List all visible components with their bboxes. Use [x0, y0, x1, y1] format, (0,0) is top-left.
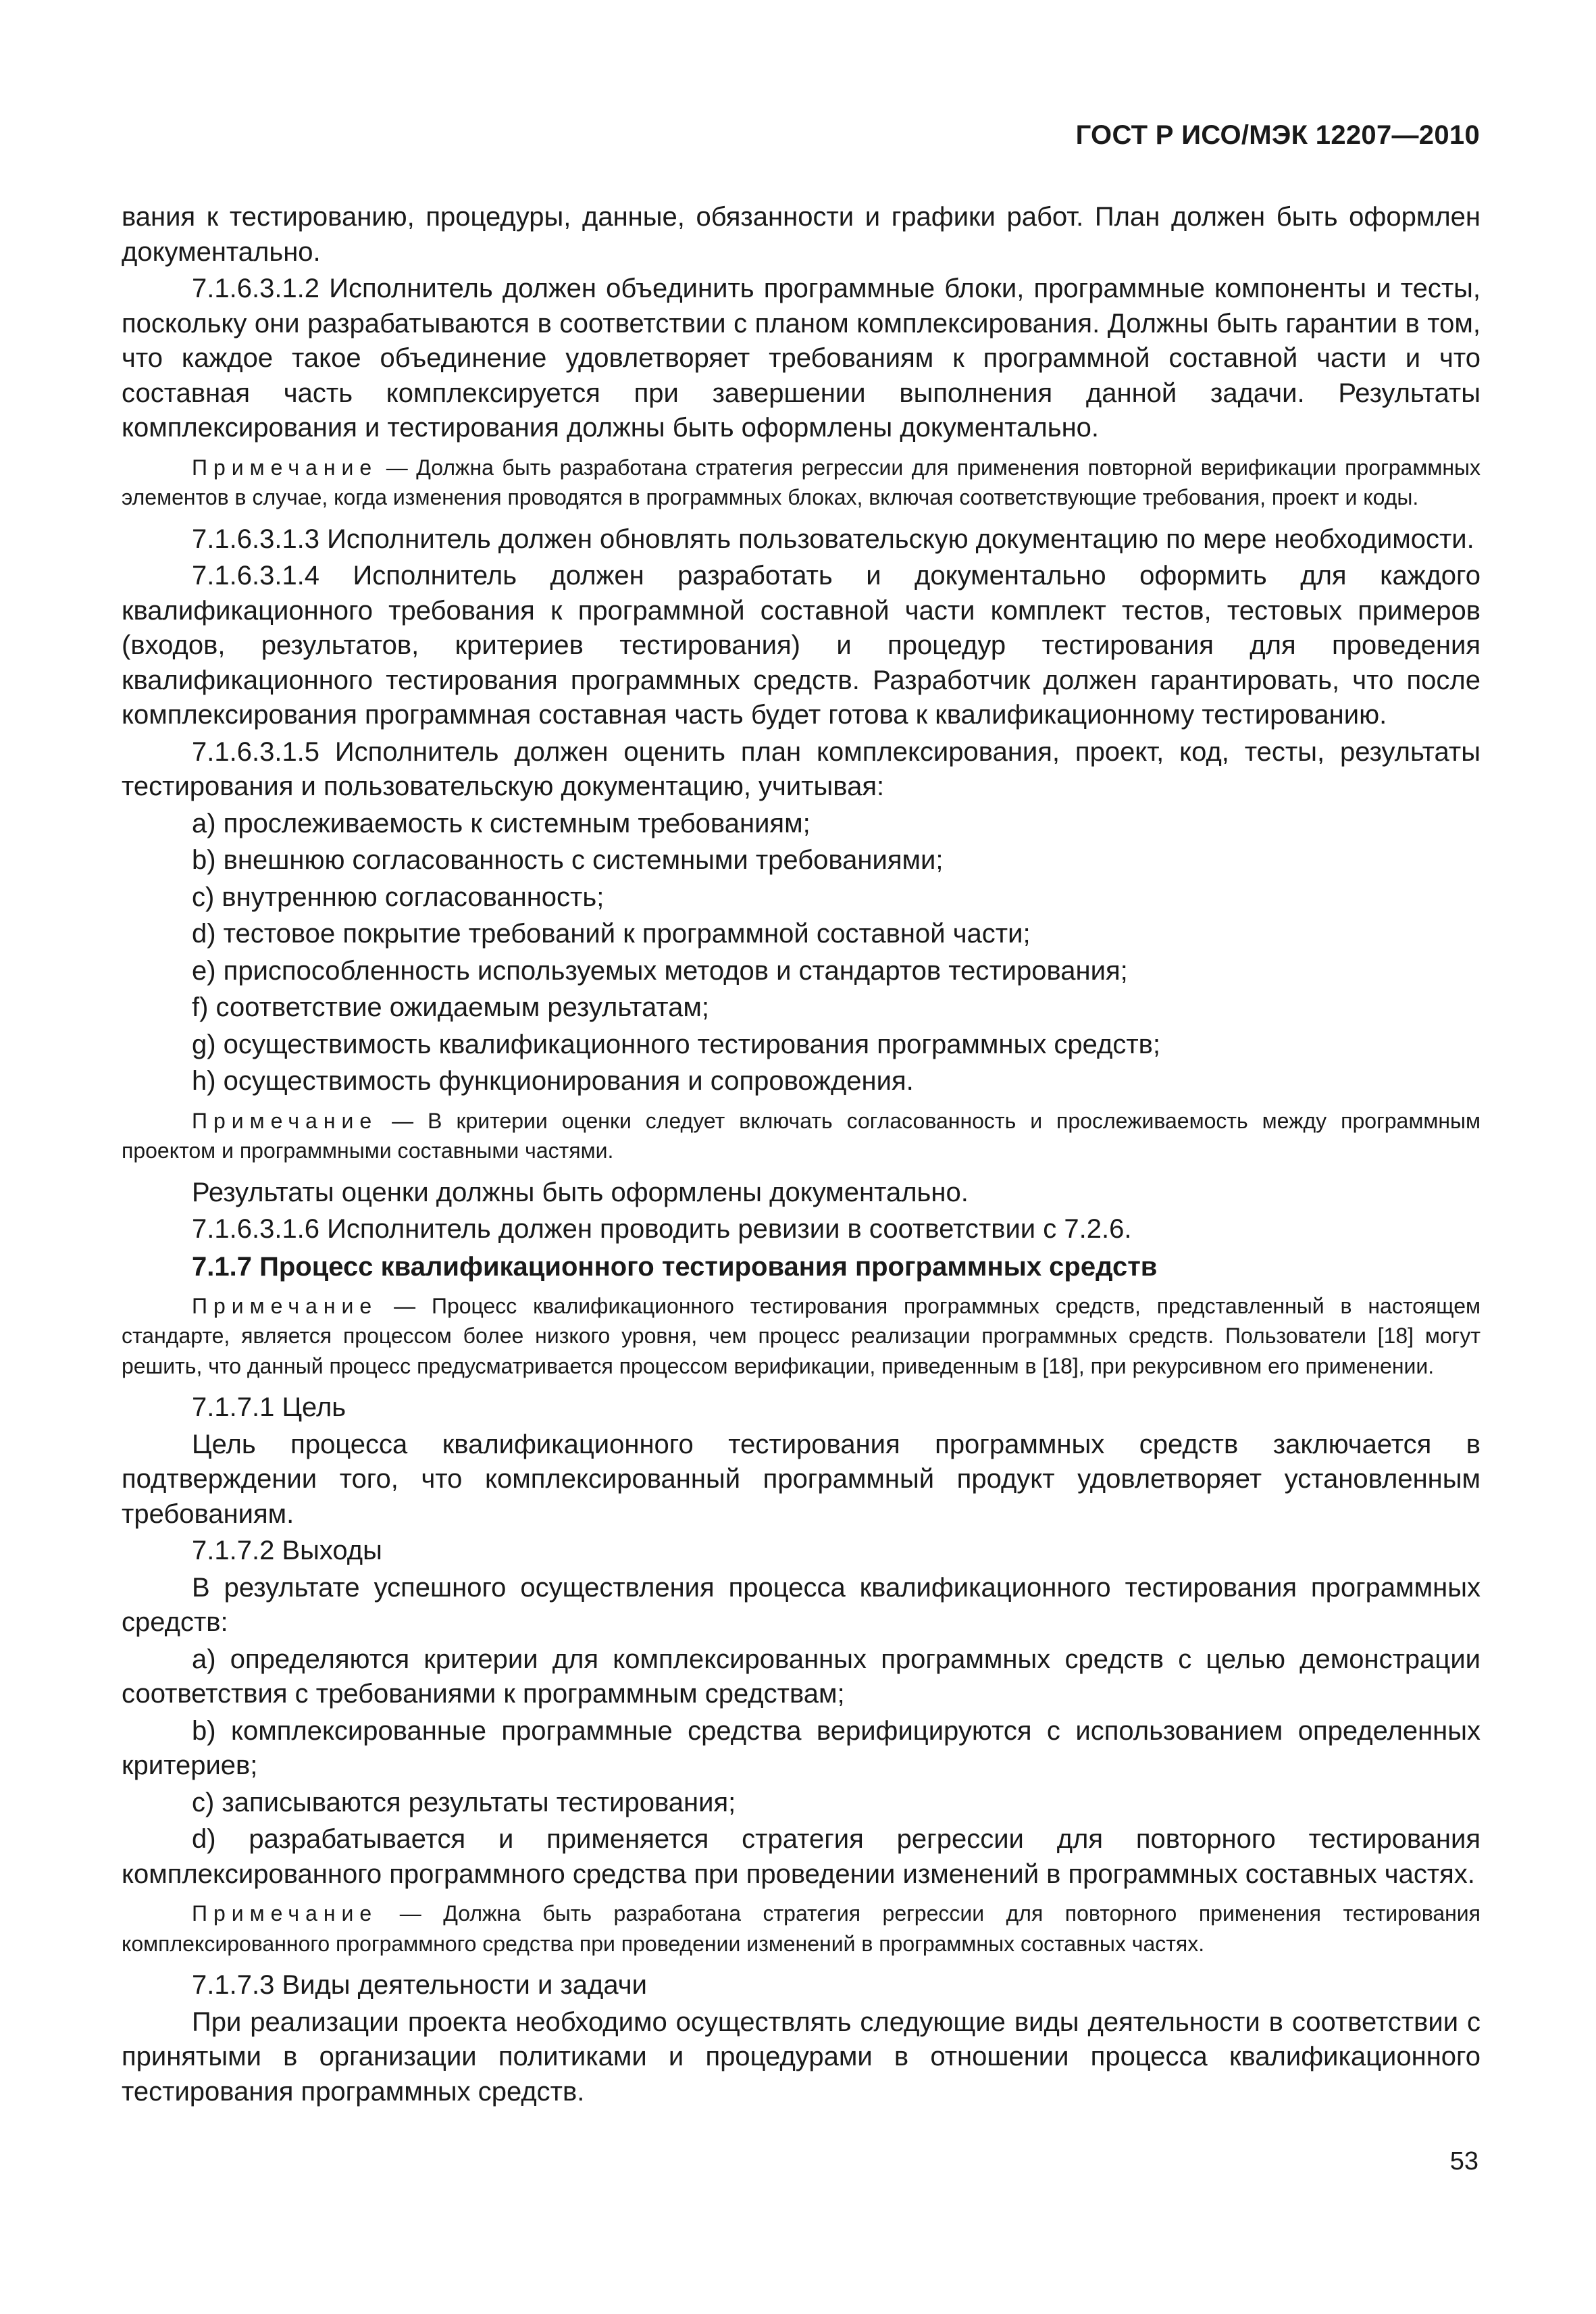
list-item: e) приспособленность используемых методов и стандартов тестирования;: [192, 955, 1128, 986]
note-label: Примечание: [192, 455, 378, 480]
paragraph: 7.1.6.3.1.4 Исполнитель должен разработать и документально оформить для каждого квалификационного требования к программной составной части комплект тестов, тестовых примеров (входов, результатов, критериев тестирования) и процедур тестирования для проведения квалификационного тестирования программных средств. Разработчик должен гарантировать, что после комплексирования программная составная часть будет готова к квалификационному тестированию.: [122, 561, 1481, 730]
paragraph: 7.1.7.2 Выходы: [192, 1536, 382, 1565]
paragraph: Цель процесса квалификационного тестирования программных средств заключается в подтверждении того, что комплексированный программный продукт удовлетворяет установленным требованиям.: [122, 1429, 1481, 1529]
note-label: Примечание: [192, 1901, 378, 1926]
paragraph: 7.1.6.3.1.3 Исполнитель должен обновлять пользовательскую документацию по мере необходимости.: [192, 524, 1474, 554]
list-item: b) комплексированные программные средства верифицируются с использованием определенных критериев;: [122, 1715, 1481, 1780]
page-number: 53: [1449, 2147, 1478, 2175]
paragraph: 7.1.6.3.1.6 Исполнитель должен проводить ревизии в соответствии с 7.2.6.: [192, 1214, 1132, 1244]
note-text: — В критерии оценки следует включать согласованность и прослеживаемость между программным проектом и программными составными частями.: [122, 1108, 1481, 1163]
document-body: [122, 200, 1481, 2111]
paragraph: 7.1.7.1 Цель: [192, 1392, 346, 1422]
paragraph: вания к тестированию, процедуры, данные, обязанности и графики работ. План должен быть оформлен документально.: [122, 202, 1481, 267]
paragraph: 7.1.7.3 Виды деятельности и задачи: [192, 1970, 647, 2000]
note-text: — Должна быть разработана стратегия регрессии для повторного применения тестирования комплексированного программного средства при проведении изменений в программных составных частях.: [122, 1901, 1481, 1956]
note-text: — Должна быть разработана стратегия регрессии для применения повторной верификации программных элементов в случае, когда изменения проводятся в программных блоках, включая соответствующие требования, проект и коды.: [122, 455, 1481, 509]
list-item: f) соответствие ожидаемым результатам;: [192, 992, 710, 1022]
paragraph: В результате успешного осуществления процесса квалификационного тестирования программных средств:: [122, 1572, 1481, 1637]
list-item: c) записываются результаты тестирования;: [192, 1787, 736, 1817]
list-item: d) тестовое покрытие требований к программной составной части;: [192, 919, 1031, 949]
list-item: h) осуществимость функционирования и сопровождения.: [192, 1066, 914, 1096]
paragraph: 7.1.6.3.1.5 Исполнитель должен оценить план комплексирования, проект, код, тесты, результаты тестирования и пользовательскую документацию, учитывая:: [122, 736, 1481, 801]
list-item: d) разрабатывается и применяется стратегия регрессии для повторного тестирования комплексированного программного средства при проведении изменений в программных составных частях.: [122, 1824, 1481, 1889]
paragraph: При реализации проекта необходимо осуществлять следующие виды деятельности в соответствии с принятыми в организации политиками и процедурами в отношении процесса квалификационного тестирования программных средств.: [122, 2007, 1481, 2107]
note-label: Примечание: [192, 1108, 378, 1133]
note-paragraph: [122, 1291, 1481, 1382]
list-item: a) прослеживаемость к системным требованиям;: [192, 808, 810, 838]
note-label: Примечание: [192, 1293, 378, 1318]
list-item: g) осуществимость квалификационного тестирования программных средств;: [192, 1029, 1161, 1059]
section-heading: 7.1.7 Процесс квалификационного тестирования программных средств: [192, 1251, 1158, 1282]
paragraph: 7.1.6.3.1.2 Исполнитель должен объединить программные блоки, программные компоненты и тесты, поскольку они разрабатываются в соответствии с планом комплексирования. Должны быть гарантии в том, что каждое такое объединение удовлетворяет требованиям к программной составной части и что составная часть комплексируется при завершении выполнения данной задачи. Результаты комплексирования и тестирования должны быть оформлены документально.: [122, 274, 1481, 443]
paragraph: Результаты оценки должны быть оформлены документально.: [192, 1177, 969, 1207]
note-paragraph: [122, 1106, 1481, 1166]
note-text: — Процесс квалификационного тестирования программных средств, представленный в настоящем стандарте, является процессом более низкого уровня, чем процесс реализации программных средств. Пользователи [18] могут решить, что данный процесс предусматривается процессом верификации, приведенным в [18], при рекурсивном его применении.: [122, 1293, 1481, 1378]
list-item: b) внешнюю согласованность с системными требованиями;: [192, 845, 944, 875]
note-paragraph: [122, 1898, 1481, 1959]
list-item: c) внутреннюю согласованность;: [192, 882, 604, 912]
list-item: a) определяются критерии для комплексированных программных средств с целью демонстрации соответствия с требованиями к программным средствам;: [122, 1644, 1481, 1709]
note-paragraph: [122, 453, 1481, 513]
document-code-header: ГОСТ Р ИСО/МЭК 12207—2010: [1075, 120, 1480, 150]
